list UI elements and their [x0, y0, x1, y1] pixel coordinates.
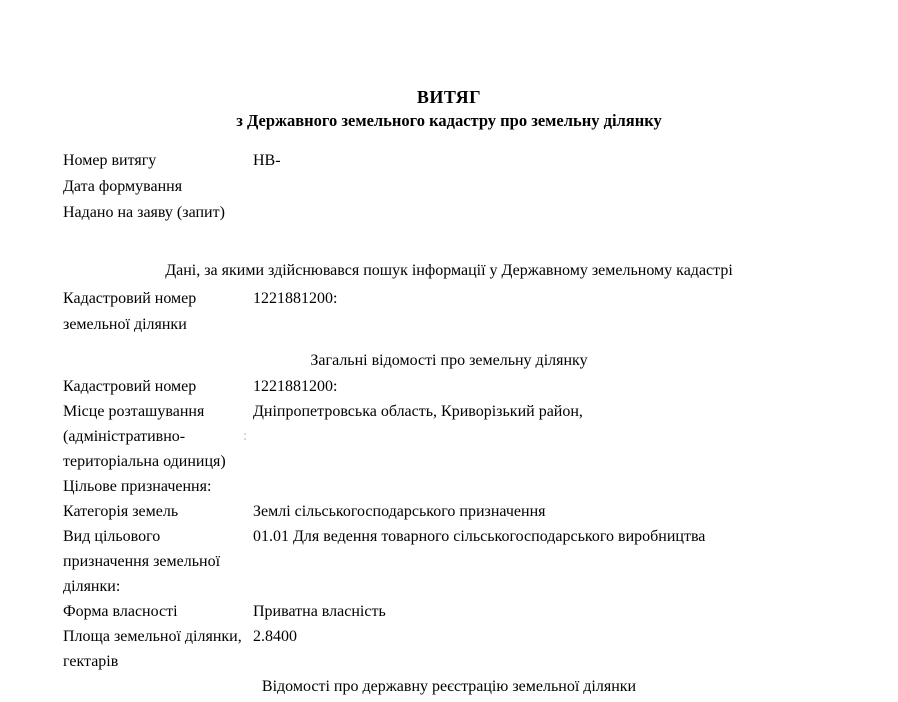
field-row-designated-purpose [63, 474, 858, 499]
field-row-extract-number [63, 148, 858, 174]
field-label-location: Місце розташування (адміністративно-територіальна одиниця) [63, 403, 226, 470]
field-row-cadastral-number-search [63, 286, 858, 338]
field-label-cadastral-number: Кадастровий номер [63, 378, 197, 395]
document-subtitle: з Державного земельного кадастру про земельну ділянку [236, 111, 662, 130]
field-value-purpose-type: 01.01 Для ведення товарного сільськогосподарського виробництва [253, 528, 706, 545]
field-row-ownership-form [63, 599, 858, 624]
field-label-provided-on-request: Надано на заяву (запит) [63, 204, 225, 221]
field-label-area-hectares: Площа земельної ділянки, гектарів [63, 628, 242, 670]
location-value-text: Дніпропетровська область, Криворізький район, [253, 403, 583, 420]
field-label-extract-number: Номер витягу [63, 152, 157, 169]
document-title: ВИТЯГ [416, 87, 482, 107]
search-fields-block [63, 286, 858, 338]
field-value-extract-number: НВ- [253, 152, 281, 169]
field-value-location [243, 399, 858, 449]
field-value-cadastral-number: 1221881200: [253, 378, 338, 395]
field-label-purpose-type: Вид цільового призначення земельної ділянки: [63, 528, 221, 595]
field-row-purpose-type [63, 524, 858, 599]
field-label-designated-purpose: Цільове призначення: [63, 478, 212, 495]
section-heading-general-info: Загальні відомості про земельну ділянку [310, 352, 588, 369]
field-value-cadastral-number-search: 1221881200: [253, 290, 338, 307]
field-row-area-hectares [63, 624, 858, 674]
field-row-location [63, 399, 858, 474]
header-fields-block [63, 148, 858, 226]
field-value-area-hectares: 2.8400 [253, 628, 297, 645]
field-label-ownership-form: Форма власності [63, 603, 178, 620]
field-label-formation-date: Дата формування [63, 178, 183, 195]
field-value-ownership-form: Приватна власність [253, 603, 386, 620]
section-heading-search-data: Дані, за якими здійснювався пошук інформації у Державному земельному кадастрі [165, 262, 733, 279]
general-info-fields-block [63, 374, 858, 674]
section-heading-state-registration: Відомості про державну реєстрацію земельної ділянки [261, 678, 637, 695]
field-value-land-category: Землі сільськогосподарського призначення [253, 503, 546, 520]
location-faint-mark: : [243, 428, 248, 444]
field-row-formation-date [63, 174, 858, 200]
field-row-cadastral-number [63, 374, 858, 399]
field-row-provided-on-request [63, 200, 858, 226]
field-label-cadastral-number-search: Кадастровий номер земельної ділянки [63, 290, 197, 333]
field-label-land-category: Категорія земель [63, 503, 179, 520]
field-row-land-category [63, 499, 858, 524]
